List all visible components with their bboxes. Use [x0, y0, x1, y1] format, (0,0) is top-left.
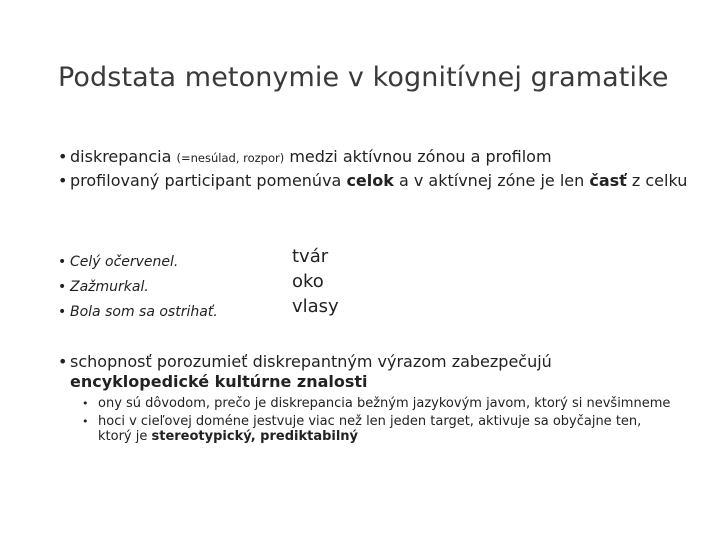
subbullet-dovod	[82, 396, 672, 411]
slide-title: Podstata metonymie v kognitívnej gramatike	[58, 62, 669, 93]
example-item: • Zažmurkal.	[58, 275, 258, 300]
main-bullet-list	[58, 146, 698, 192]
bold-term-cast: časť	[589, 171, 627, 190]
subbullet-target	[82, 414, 672, 444]
sub-bullet-list	[82, 396, 672, 447]
knowledge-bullet-list	[58, 352, 688, 392]
body-part-words	[292, 244, 339, 319]
subbullet-text: ony sú dôvodom, prečo je diskrepancia bežným jazykovým javom, ktorý si nevšimneme	[98, 396, 671, 411]
bold-term-stereotypicky: stereotypický, prediktabilný	[151, 429, 359, 444]
bullet-text: medzi aktívnou zónou a profilom	[284, 147, 552, 166]
bullet-schopnost	[58, 352, 688, 392]
subbullet-text: hoci v cieľovej doméne jestvuje viac než len jeden target, aktivuje sa obyčajne ten, ktorý je	[98, 414, 642, 444]
bullet-profilovany	[58, 170, 698, 191]
word-item: tvár	[292, 246, 329, 267]
example-sentences	[58, 250, 258, 325]
bold-term-celok: celok	[346, 171, 394, 190]
bullet-text: schopnosť porozumieť diskrepantným výrazom zabezpečujú	[70, 352, 552, 371]
bullet-text: diskrepancia	[70, 147, 177, 166]
bullet-text: profilovaný participant pomenúva	[70, 171, 347, 190]
bullet-note: (=nesúlad, rozpor)	[176, 151, 285, 165]
bold-term-znalosti: encyklopedické kultúrne znalosti	[70, 372, 368, 391]
example-item: • Celý očervenel.	[58, 250, 258, 275]
word-item: oko	[292, 271, 324, 292]
word-item: vlasy	[292, 296, 339, 317]
bullet-diskrepancia	[58, 146, 698, 169]
example-item: • Bola som sa ostrihať.	[58, 300, 258, 325]
bullet-text: a v aktívnej zóne je len	[393, 171, 590, 190]
bullet-text: z celku	[626, 171, 688, 190]
